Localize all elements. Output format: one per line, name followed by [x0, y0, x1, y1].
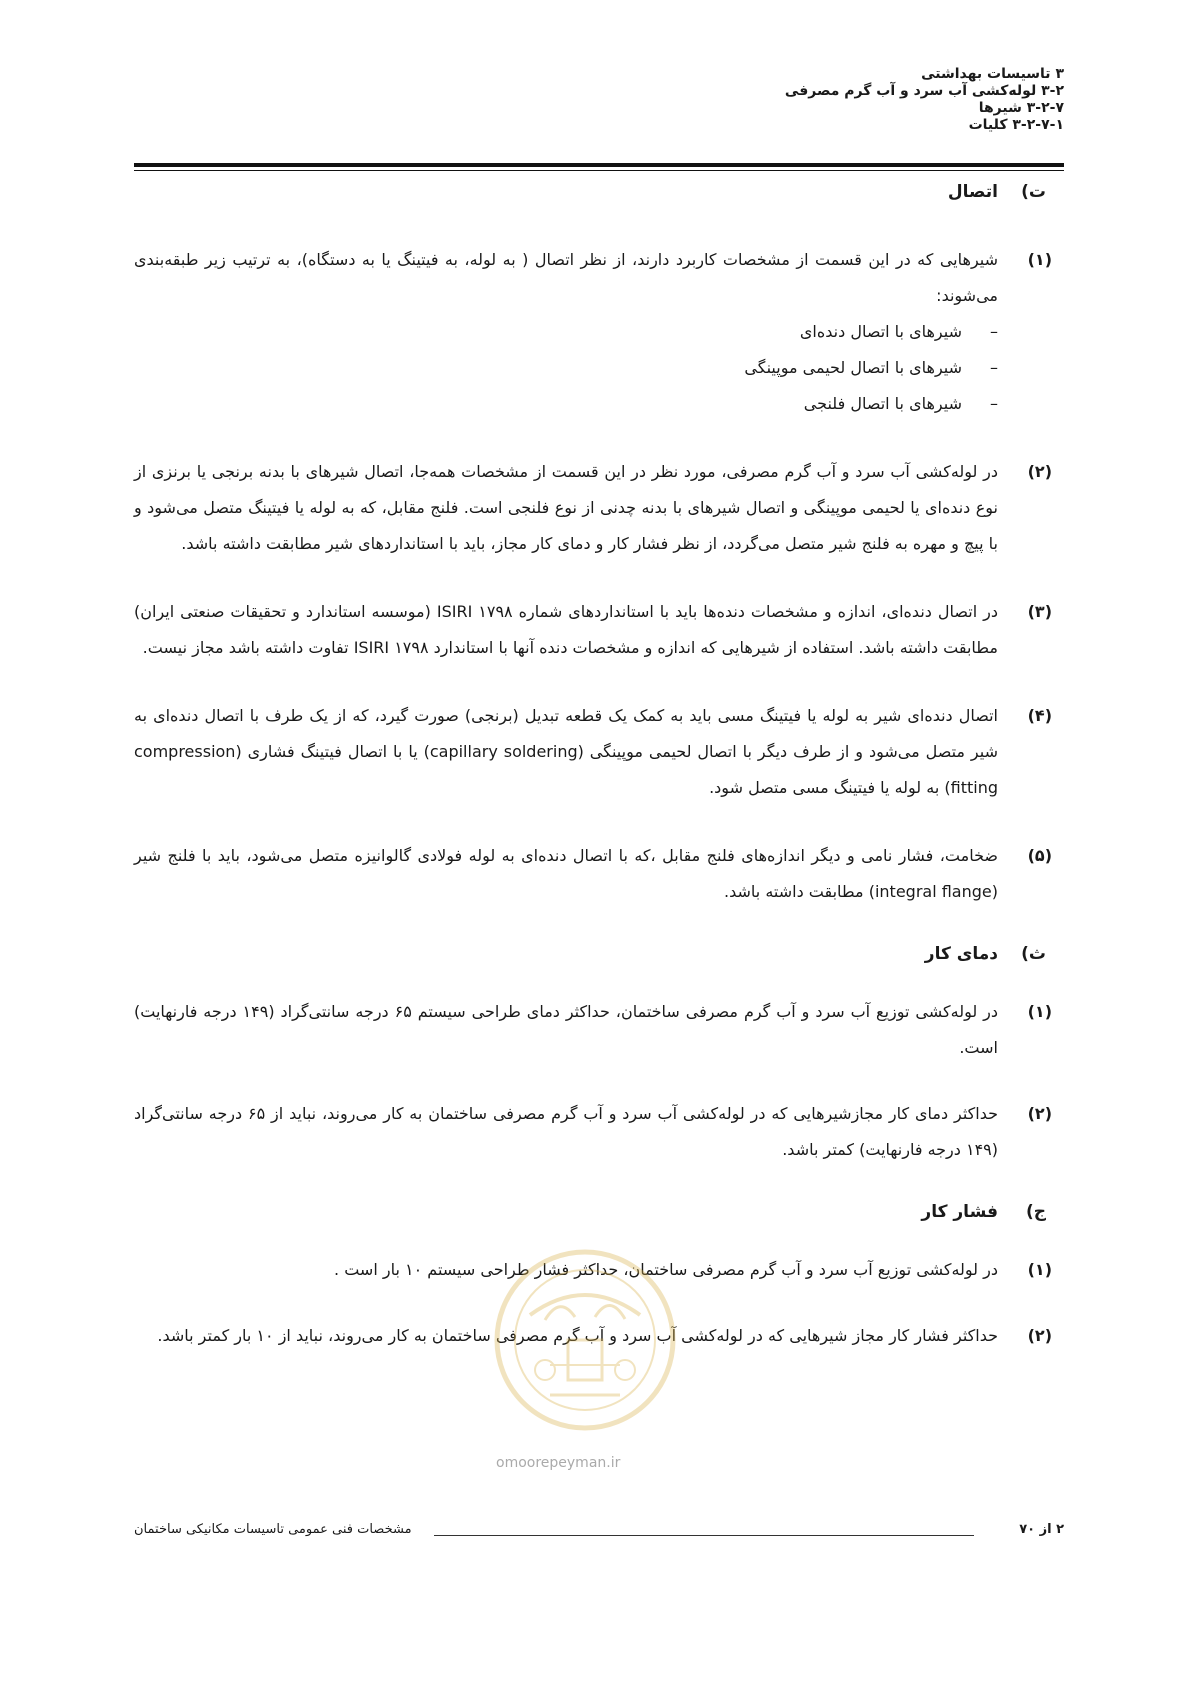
footer-document-title: مشخصات فنی عمومی تاسیسات مکانیکی ساختمان [134, 1522, 412, 1537]
clause-number: (۲) [1027, 462, 1052, 481]
bullet-list [134, 314, 998, 422]
clause-number: (۴) [1027, 706, 1052, 725]
header-line: ۳-۲ لوله‌کشی آب سرد و آب گرم مصرفی [784, 83, 1064, 99]
clause-number: (۱) [1027, 1260, 1052, 1279]
watermark-logo [490, 1245, 680, 1435]
clause-text: در اتصال دنده‌ای، اندازه و مشخصات دنده‌ها باید با استانداردهای شماره ISIRI ۱۷۹۸ (موسسه استاندارد و تحقیقات صنعتی ایران) مطابقت داشته باشد. استفاده از شیرهایی که اندازه و مشخصات دنده آنها با استاندارد ISIRI ۱۷۹۸ تفاوت داشته باشد مجاز نیست. [134, 602, 999, 657]
section-heading [134, 944, 1046, 964]
document-body [134, 182, 1064, 1354]
page-number: ۲ از ۷۰ [1019, 1522, 1064, 1537]
clause-text: ضخامت، فشار نامی و دیگر اندازه‌های فلنج مقابل ،که با اتصال دنده‌ای به لوله فولادی گالوانیزه متصل می‌شود، باید با فلنج شیر (integral flange) مطابقت داشته باشد. [134, 846, 998, 901]
clause-number: (۳) [1027, 602, 1052, 621]
list-item: – شیرهای با اتصال فلنجی [134, 386, 998, 422]
clause-text: حداکثر فشار کار مجاز شیرهایی که در لوله‌کشی آب سرد و آب گرم مصرفی ساختمان به کار می‌روند، نباید از ۱۰ بار کمتر باشد. [157, 1326, 998, 1345]
page-footer [134, 1522, 1064, 1546]
clause [134, 242, 1052, 422]
clause-text: شیرهایی که در این قسمت از مشخصات کاربرد دارند، از نظر اتصال ( به لوله، به فیتینگ یا به دستگاه)، به ترتیب زیر طبقه‌بندی می‌شوند: [134, 250, 998, 305]
clause [134, 838, 1052, 910]
watermark-url: omoorepeyman.ir [496, 1455, 621, 1471]
section-title: اتصال [947, 182, 998, 202]
header-line: ۳-۲-۷ شیرها [978, 100, 1064, 116]
clause [134, 698, 1052, 806]
clause-body [134, 242, 998, 422]
section-heading [134, 1202, 1046, 1222]
header-divider-thin [134, 170, 1064, 171]
clause-number: (۲) [1027, 1326, 1052, 1345]
clause [134, 994, 1052, 1066]
list-item: – شیرهای با اتصال دنده‌ای [134, 314, 998, 350]
section-letter: ج) [1025, 1202, 1046, 1222]
clause-text: حداکثر دمای کار مجازشیرهایی که در لوله‌کشی آب سرد و آب گرم مصرفی ساختمان به کار می‌روند، نباید از ۶۵ درجه سانتی‌گراد (۱۴۹ درجه فارنهایت) کمتر باشد. [134, 1104, 999, 1159]
header-divider [134, 163, 1064, 167]
list-item-text: شیرهای با اتصال لحیمی موپینگی [744, 358, 962, 377]
clause [134, 1096, 1052, 1168]
section-letter: ث) [1021, 944, 1046, 964]
list-item: – شیرهای با اتصال لحیمی موپینگی [134, 350, 998, 386]
clause-text: در لوله‌کشی توزیع آب سرد و آب گرم مصرفی ساختمان، حداکثر دمای طراحی سیستم ۶۵ درجه سانتی‌گراد (۱۴۹ درجه فارنهایت) است. [134, 1002, 999, 1057]
clause [134, 594, 1052, 666]
section-title: فشار کار [921, 1202, 998, 1222]
list-item-text: شیرهای با اتصال دنده‌ای [799, 322, 962, 341]
clause-text: در لوله‌کشی آب سرد و آب گرم مصرفی، مورد نظر در این قسمت از مشخصات همه‌جا، اتصال شیرهای با بدنه برنجی یا برنزی از نوع دنده‌ای یا لحیمی موپینگی و اتصال شیرهای با بدنه چدنی از نوع فلنجی است. فلنج مقابل، که به لوله یا فیتینگ متصل می‌شود و با پیچ و مهره به فلنج شیر متصل می‌گردد، از نظر فشار کار و دمای کار مجاز، باید با استانداردهای شیر مطابقت داشته باشد. [134, 462, 998, 553]
clause-number: (۵) [1027, 846, 1052, 865]
clause [134, 454, 1052, 562]
section-title: دمای کار [924, 944, 998, 964]
footer-divider [434, 1535, 974, 1536]
clause-text: در لوله‌کشی توزیع آب سرد و آب گرم مصرفی ساختمان، حداکثر فشار طراحی سیستم ۱۰ بار است . [334, 1260, 998, 1279]
list-item-text: شیرهای با اتصال فلنجی [803, 394, 962, 413]
page-header [134, 66, 1064, 134]
section-letter: ت) [1021, 182, 1046, 202]
section-heading [134, 182, 1046, 202]
clause-number: (۱) [1027, 250, 1052, 269]
header-line: ۳-۲-۷-۱ کلیات [968, 117, 1064, 133]
clause-text: اتصال دنده‌ای شیر به لوله یا فیتینگ مسی باید به کمک یک قطعه تبدیل (برنجی) صورت گیرد، که از یک طرف با اتصال دنده‌ای به شیر متصل می‌شود و از طرف دیگر با اتصال لحیمی موپینگی (capillary soldering) یا با اتصال فیتینگ فشاری (compression fitting) به لوله یا فیتینگ مسی متصل شود. [134, 706, 998, 797]
header-line: ۳ تاسیسات بهداشتی [921, 66, 1064, 82]
clause-number: (۲) [1027, 1104, 1052, 1123]
clause-number: (۱) [1027, 1002, 1052, 1021]
